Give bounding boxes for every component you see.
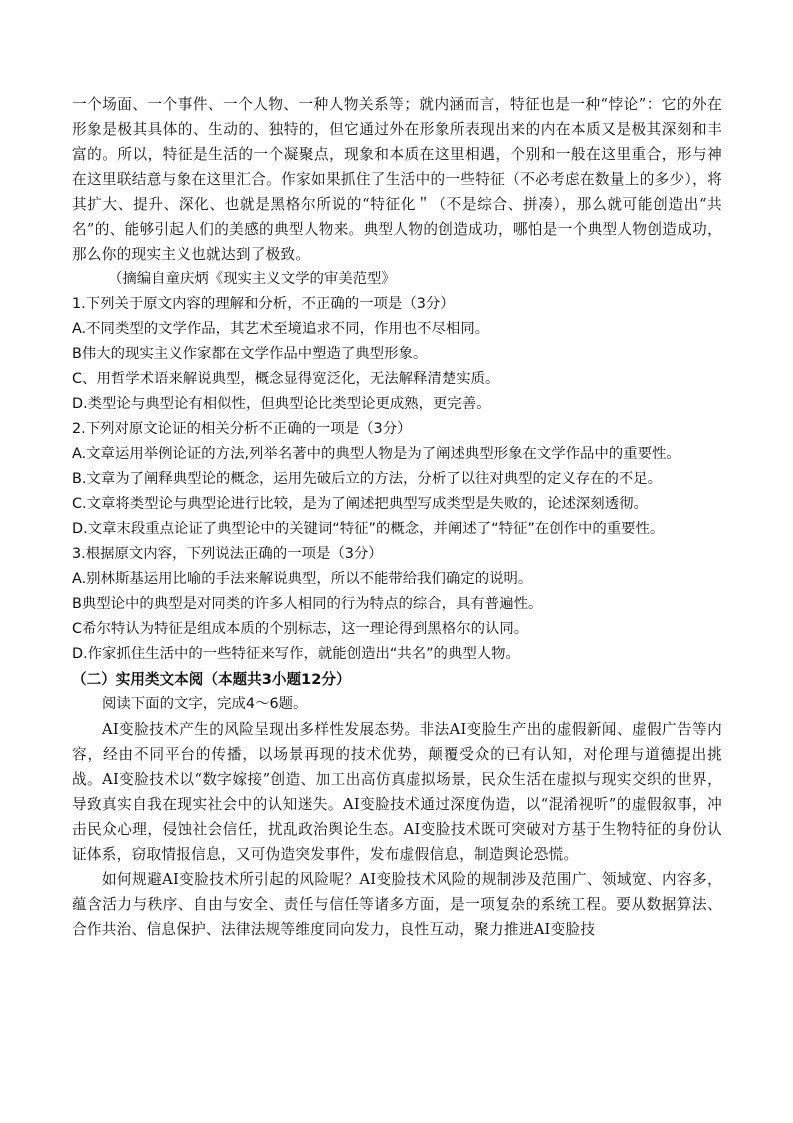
question-2: [72, 417, 722, 542]
source-citation: （摘编自童庆炳《现实主义文学的审美范型》: [108, 271, 396, 287]
section-heading: （二）实用类文本阅（本题共3小题12分）: [72, 671, 351, 688]
option-c: C、用哲学术语来解说典型，概念显得宽泛化，无法解释清楚实质。: [72, 371, 500, 387]
question-stem: 2.下列对原文论证的相关分析不正确的一项是（3分）: [72, 421, 412, 437]
question-3: [72, 542, 722, 667]
option-d: D.类型论与典型论有相似性，但典型论比类型论更成熟，更完善。: [72, 396, 491, 412]
question-stem: 1.下列关于原文内容的理解和分析，不正确的一项是（3分）: [72, 296, 455, 312]
option-c: C希尔特认为特征是组成本质的个别标志，这一理论得到黑格尔的认同。: [72, 621, 529, 637]
option-b: B伟大的现实主义作家都在文学作品中塑造了典型形象。: [72, 346, 428, 362]
option-b: B典型论中的典型是对同类的许多人相同的行为特点的综合，具有普遍性。: [72, 596, 543, 612]
question-stem: 3.根据原文内容，下列说法正确的一项是（3分）: [72, 546, 383, 562]
option-d: D.作家抓住生活中的一些特征来写作，就能创造出“共名”的典型人物。: [72, 646, 520, 662]
option-a: A.别林斯基运用比喻的手法来解说典型，所以不能带给我们确定的说明。: [72, 571, 533, 587]
option-d: D.文章末段重点论证了典型论中的关键词“特征”的概念，并阐述了“特征”在创作中的重要性。: [72, 521, 665, 537]
option-a: A.文章运用举例论证的方法,列举名著中的典型人物是为了阐述典型形象在文学作品中的重要性。: [72, 446, 681, 462]
question-1: [72, 292, 722, 417]
passage-paragraph: 一个场面、一个事件、一个人物、一种人物关系等；就内涵而言，特征也是一种“悖论”：它的外在形象是极其具体的、生动的、独特的，但它通过外在形象所表现出来的内在本质又是极其深刻和丰富的。所以，特征是生活的一个凝聚点，现象和本质在这里相遇，个别和一般在这里重合，形与神在这里联结意与象在这里汇合。作家如果抓住了生活中的一些特征（不必考虑在数量上的多少），将其扩大、提升、深化、也就是黑格尔所说的“特征化＂（不是综合、拼凑），那么就可能创造出“共名”的、能够引起人们的美感的典型人物来。典型人物的创造成功，哪怕是一个典型人物创造成功，那么你的现实主义也就达到了极致。: [72, 96, 722, 263]
article-paragraph: 如何规避AI变脸技术所引起的风险呢？AI变脸技术风险的规制涉及范围广、领域宽、内容多，蕴含活力与秩序、自由与安全、责任与信任等诸多方面，是一项复杂的系统工程。要从数据算法、合作共治、信息保护、法律法规等维度同向发力，良性互动，聚力推进AI变脸技: [72, 871, 722, 938]
option-a: A.不同类型的文学作品，其艺术至境追求不同，作用也不尽相同。: [72, 321, 490, 337]
option-c: C.文章将类型论与典型论进行比较，是为了阐述把典型写成类型是失败的，论述深刻透彻。: [72, 496, 648, 512]
article-paragraph: AI变脸技术产生的风险呈现出多样性发展态势。非法AI变脸生产出的虚假新闻、虚假广告等内容，经由不同平台的传播，以场景再现的技术优势，颠覆受众的已有认知，对伦理与道德提出挑战。AI变脸技术以“数字嫁接”创造、加工出高仿真虚拟场景，民众生活在虚拟与现实交织的世界，导致真实自我在现实社会中的认知迷失。AI变脸技术通过深度伪造，以“混淆视听”的虚假叙事，冲击民众心理，侵蚀社会信任，扰乱政治舆论生态。AI变脸技术既可突破对方基于生物特征的身份认证体系，窃取情报信息，又可伪造突发事件，发布虚假信息，制造舆论恐慌。: [72, 721, 722, 863]
instruction: 阅读下面的文字，完成4～6题。: [102, 696, 308, 712]
document-page: [72, 92, 722, 942]
option-b: B.文章为了阐释典型论的概念，运用先破后立的方法，分析了以往对典型的定义存在的不足。: [72, 471, 663, 487]
